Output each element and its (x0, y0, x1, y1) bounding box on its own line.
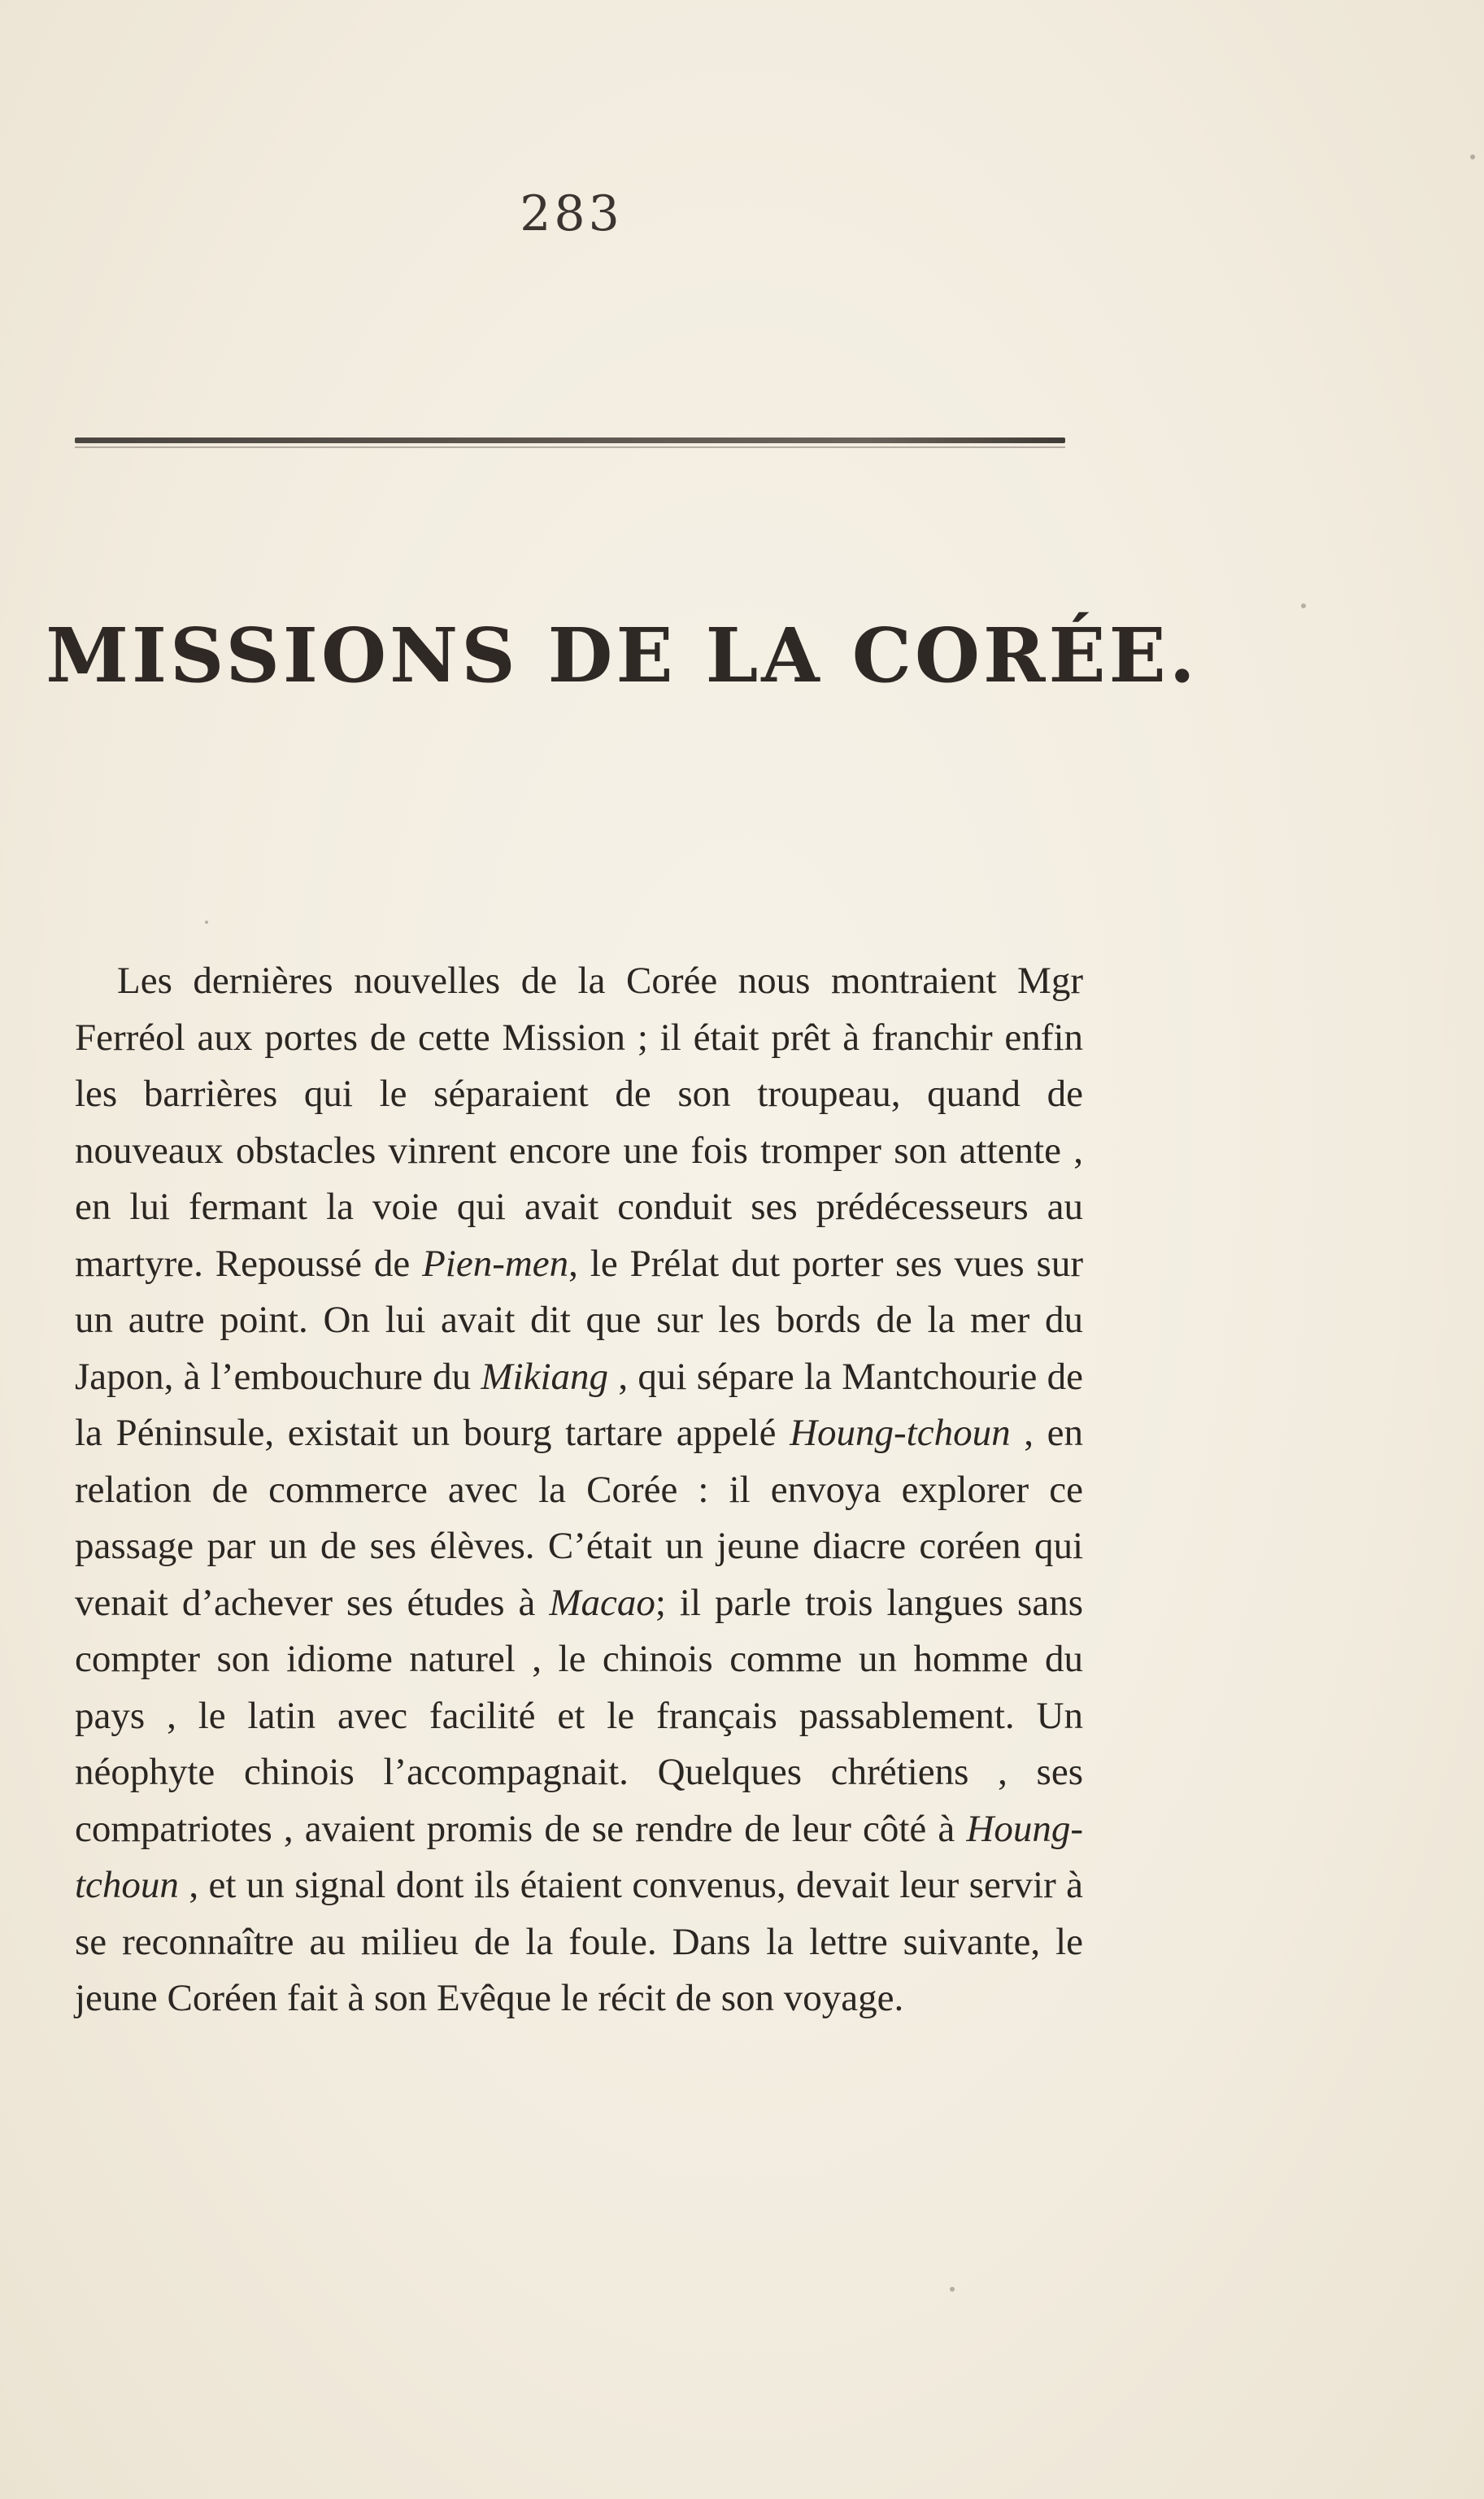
italic-place-name: Pien-men (422, 1242, 569, 1285)
paper-speck (950, 2287, 955, 2292)
text-segment: Les dernières nouvelles de la Corée nous montraient Mgr Ferréol aux portes de cette Mission ; il était prêt à franchir enfin les barrières qui le séparaient de son troupeau, quand de nouveaux obstacles vinrent encore une fois tromper son attente , en lui fermant la voie qui avait conduit ses prédécesseurs au martyre. Repoussé de (75, 960, 1083, 1285)
paper-speck (1470, 155, 1475, 159)
page-number: 283 (520, 185, 623, 242)
paper-speck (1301, 603, 1306, 608)
ornamental-rule-shadow (75, 446, 1065, 448)
chapter-title: MISSIONS DE LA CORÉE. (46, 612, 1199, 699)
italic-place-name: Houng-tchoun (790, 1412, 1011, 1454)
text-segment: , qui sépare la Mantchourie de la Péninsule, existait un bourg tartare appelé (75, 1355, 1083, 1454)
body-paragraph (75, 953, 1083, 2027)
text-segment: , le Prélat dut porter ses vues sur un autre point. On lui avait dit que sur les bords de la mer du Japon, à l’embouchure du (75, 1242, 1083, 1398)
ornamental-rule (75, 438, 1065, 443)
italic-place-name: Macao (549, 1581, 655, 1624)
italic-place-name: Houng-tchoun (75, 1807, 1083, 1906)
paragraph-text (75, 953, 1083, 2027)
italic-place-name: Mikiang (481, 1355, 609, 1398)
paper-speck (205, 921, 208, 924)
text-segment: , et un signal dont ils étaient convenus, devait leur servir à se reconnaître au milieu de la foule. Dans la lettre suivante, le jeune Coréen fait à son Evêque le récit de son voyage. (75, 1864, 1083, 2019)
text-segment: ; il parle trois langues sans compter son idiome naturel , le chinois comme un homme du pays , le latin avec facilité et le français passablement. Un néophyte chinois l’accompagnait. Quelques chrétiens , ses compatriotes , avaient promis de se rendre de leur côté à (75, 1581, 1083, 1850)
text-segment: , en relation de commerce avec la Corée : il envoya explorer ce passage par un de ses élèves. C’était un jeune diacre coréen qui venait d’achever ses études à (75, 1412, 1083, 1624)
